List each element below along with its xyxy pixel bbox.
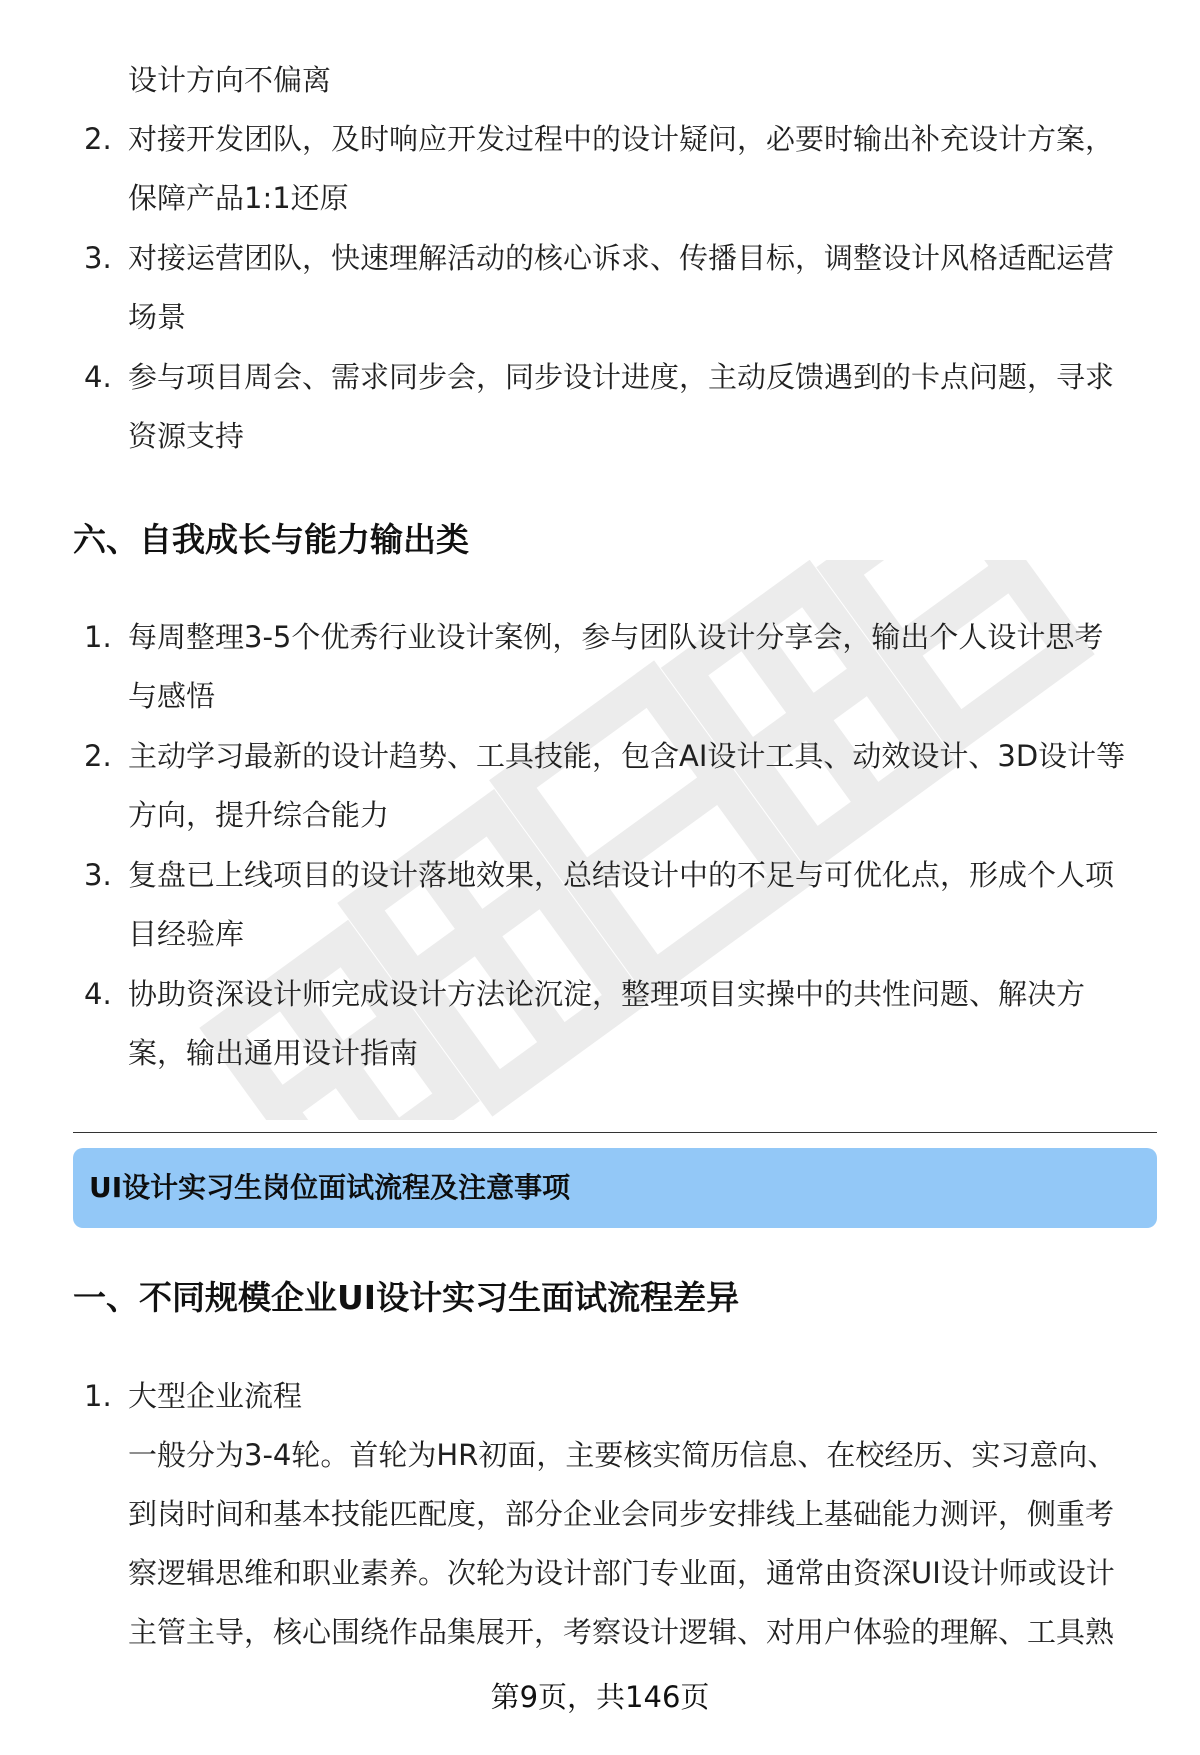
list-number: 4. [84, 977, 112, 1011]
section-heading: 六、自我成长与能力输出类 [73, 520, 469, 559]
list-number: 4. [84, 360, 112, 394]
list-number: 2. [84, 122, 112, 156]
list-item-text: 场景 [128, 300, 187, 334]
list-item-text: 主动学习最新的设计趋势、工具技能，包含AI设计工具、动效设计、3D设计等 [128, 739, 1126, 773]
list-item-continuation: 设计方向不偏离 [128, 63, 332, 97]
list-number: 1. [84, 1379, 112, 1413]
banner-title: UI设计实习生岗位面试流程及注意事项 [89, 1171, 571, 1204]
paragraph-line: 一般分为3-4轮。首轮为HR初面，主要核实简历信息、在校经历、实习意向、 [128, 1438, 1117, 1472]
list-number: 2. [84, 739, 112, 773]
topic-banner [73, 1148, 1157, 1228]
section-divider [73, 1132, 1157, 1133]
list-item-text: 目经验库 [128, 917, 245, 951]
list-item-text: 方向，提升综合能力 [128, 798, 390, 832]
list-item-text: 对接开发团队，及时响应开发过程中的设计疑问，必要时输出补充设计方案， [128, 122, 1115, 156]
list-item-text: 协助资深设计师完成设计方法论沉淀，整理项目实操中的共性问题、解决方 [128, 977, 1086, 1011]
list-number: 3. [84, 241, 112, 275]
list-item-text: 与感悟 [128, 679, 216, 713]
list-item-text: 对接运营团队，快速理解活动的核心诉求、传播目标，调整设计风格适配运营 [128, 241, 1115, 275]
list-item-text: 参与项目周会、需求同步会，同步设计进度，主动反馈遇到的卡点问题，寻求 [128, 360, 1115, 394]
list-item-text: 复盘已上线项目的设计落地效果，总结设计中的不足与可优化点，形成个人项 [128, 858, 1115, 892]
list-item-text: 保障产品1:1还原 [128, 181, 349, 215]
section-heading: 一、不同规模企业UI设计实习生面试流程差异 [73, 1278, 740, 1317]
page-number: 第9页，共146页 [490, 1680, 710, 1714]
list-item-text: 每周整理3-5个优秀行业设计案例，参与团队设计分享会，输出个人设计思考 [128, 620, 1104, 654]
list-item-title: 大型企业流程 [128, 1379, 303, 1413]
paragraph-line: 到岗时间和基本技能匹配度，部分企业会同步安排线上基础能力测评，侧重考 [128, 1497, 1115, 1531]
paragraph-line: 主管主导，核心围绕作品集展开，考察设计逻辑、对用户体验的理解、工具熟 [128, 1615, 1115, 1649]
list-number: 3. [84, 858, 112, 892]
paragraph-line: 察逻辑思维和职业素养。次轮为设计部门专业面，通常由资深UI设计师或设计 [128, 1556, 1115, 1590]
list-item-text: 案，输出通用设计指南 [128, 1036, 419, 1070]
list-number: 1. [84, 620, 112, 654]
list-item-text: 资源支持 [128, 419, 245, 453]
